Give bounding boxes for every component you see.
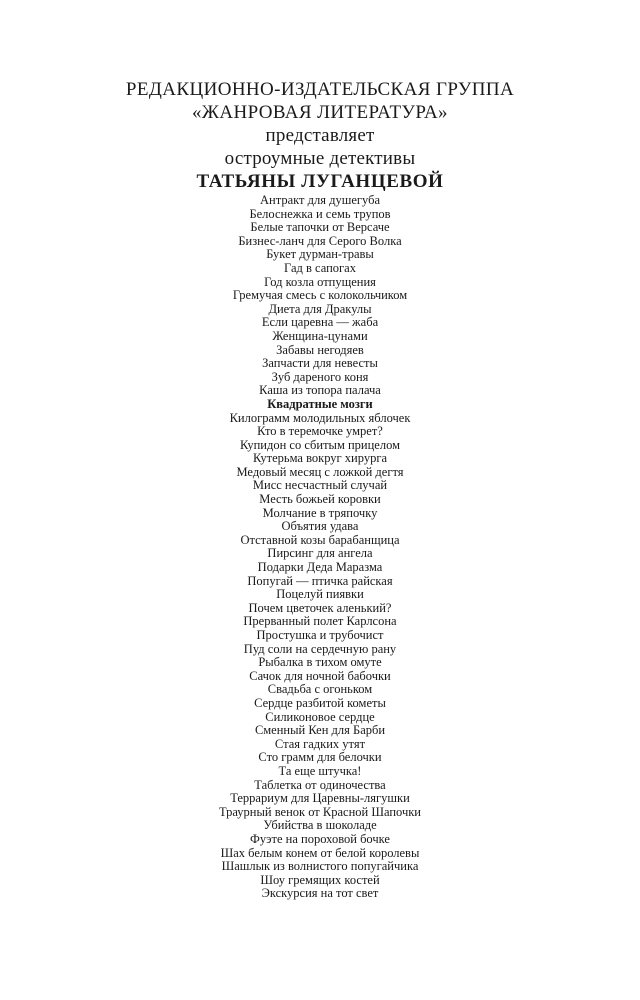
book-title: Сачок для ночной бабочки <box>249 668 391 683</box>
book-title: Поцелуй пиявки <box>276 587 364 602</box>
book-title: Силиконовое сердце <box>265 709 375 724</box>
book-title: Медовый месяц с ложкой дегтя <box>236 464 404 479</box>
book-title: Сто грамм для белочки <box>258 750 382 765</box>
book-title: Террариум для Царевны-лягушки <box>230 791 410 806</box>
book-title: Забавы негодяев <box>276 342 364 357</box>
book-title: Антракт для душегуба <box>259 193 380 207</box>
author-name: ТАТЬЯНЫ ЛУГАНЦЕВОЙ <box>196 171 444 192</box>
book-title: Сменный Кен для Барби <box>254 723 386 738</box>
publisher-group-name: РЕДАКЦИОННО-ИЗДАТЕЛЬСКАЯ ГРУППА <box>125 79 515 100</box>
book-title: Диета для Дракулы <box>268 301 372 316</box>
book-title: Купидон со сбитым прицелом <box>239 437 401 452</box>
book-title: Фуэте на пороховой бочке <box>250 831 390 846</box>
book-title: Кто в теремочке умрет? <box>257 424 383 439</box>
book-title: Сердце разбитой кометы <box>254 695 386 710</box>
book-title: Белые тапочки от Версаче <box>250 220 390 235</box>
book-title: Белоснежка и семь трупов <box>249 206 391 221</box>
book-title: Букет дурман-травы <box>266 247 374 262</box>
book-title: Убийства в шоколаде <box>263 818 377 833</box>
book-title: Квадратные мозги <box>267 396 373 411</box>
book-title: Зуб дареного коня <box>271 369 369 384</box>
presents-text: представляет <box>265 125 375 146</box>
book-title: Отставной козы барабанщица <box>240 532 400 547</box>
book-title: Гад в сапогах <box>284 260 356 275</box>
book-title: Подарки Деда Маразма <box>257 560 383 575</box>
book-title: Пирсинг для ангела <box>267 546 373 561</box>
book-title: Почем цветочек аленький? <box>248 600 392 615</box>
book-title: Стая гадких утят <box>274 736 366 751</box>
book-title: Та еще штучка! <box>278 763 362 778</box>
book-title: Кутерьма вокруг хирурга <box>252 451 388 466</box>
book-title: Молчание в тряпочку <box>262 505 378 520</box>
book-title: Женщина-цунами <box>272 328 368 343</box>
genre-text: остроумные детективы <box>224 148 416 169</box>
book-title: Гремучая смесь с колокольчиком <box>232 288 408 303</box>
book-title: Пуд соли на сердечную рану <box>243 641 397 656</box>
book-title: Свадьба с огоньком <box>267 682 373 697</box>
book-title: Если царевна — жаба <box>261 315 379 330</box>
publisher-series-name: «ЖАНРОВАЯ ЛИТЕРАТУРА» <box>192 102 448 123</box>
book-title: Попугай — птичка райская <box>247 573 393 588</box>
book-title: Прерванный полет Карлсона <box>243 614 397 629</box>
book-title: Рыбалка в тихом омуте <box>258 655 382 670</box>
book-title: Запчасти для невесты <box>262 356 378 371</box>
book-title: Экскурсия на тот свет <box>261 886 379 901</box>
book-title: Месть божьей коровки <box>259 492 381 507</box>
book-title: Год козла отпущения <box>264 274 376 289</box>
book-title: Простушка и трубочист <box>256 628 384 642</box>
publisher-header <box>0 78 640 194</box>
book-title: Мисс несчастный случай <box>252 478 388 493</box>
book-title: Килограмм молодильных яблочек <box>229 410 411 425</box>
book-title: Шоу гремящих костей <box>260 872 380 887</box>
book-title: Траурный венок от Красной Шапочки <box>218 804 421 819</box>
book-title: Таблетка от одиночества <box>254 777 386 792</box>
book-title: Шах белым конем от белой королевы <box>220 845 420 860</box>
book-title: Объятия удава <box>281 519 359 534</box>
book-title-list <box>0 194 640 901</box>
book-title: Шашлык из волнистого попугайчика <box>221 859 419 874</box>
book-title: Каша из топора палача <box>259 383 381 398</box>
book-title: Бизнес-ланч для Серого Волка <box>238 233 402 248</box>
